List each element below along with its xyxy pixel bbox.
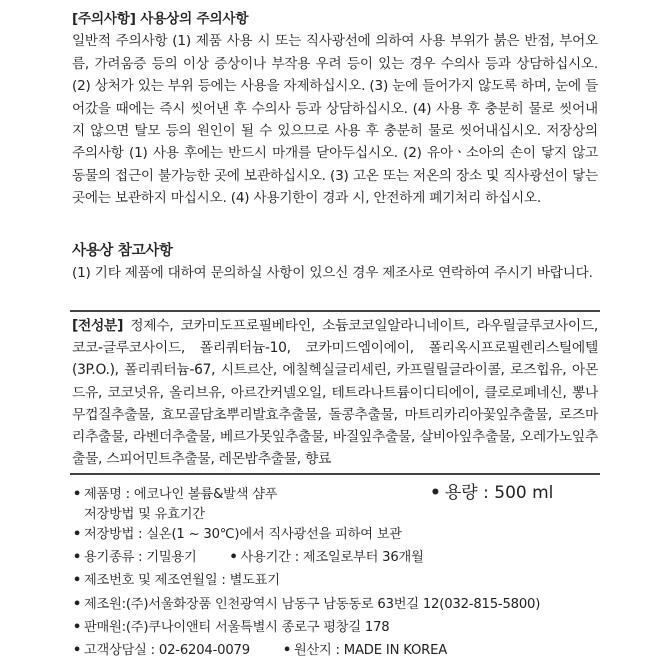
manufacturer: 제조원:(주)서울화장품 인천광역시 남동구 남동동로 63번길 12(032-815-5800) <box>84 597 541 612</box>
manufacturer-row <box>70 595 540 615</box>
product-name-row <box>70 485 277 505</box>
contact-row <box>70 641 447 661</box>
product-label-sheet <box>70 0 600 670</box>
ingredients-text <box>72 315 598 470</box>
storage-method-row <box>70 525 402 545</box>
lot-info: 제조번호 및 제조연월일 : 별도표기 <box>84 573 280 588</box>
bullet-icon: • <box>72 643 82 658</box>
caution-section <box>72 8 598 210</box>
bullet-icon: • <box>72 573 82 588</box>
bullet-icon: • <box>430 483 441 503</box>
container-period-row <box>70 548 424 568</box>
storage-title: 저장방법 및 유효기간 <box>84 507 205 522</box>
bullet-icon: • <box>282 643 292 658</box>
ingredients-list: 정제수, 코카미도프로필베타인, 소듐코코일알라니네이트, 라우릴글루코사이드, 코코-글루코사이드, 폴리쿼터늄-10, 코카미드엠이에이, 폴리옥시프로필렌리스틸에텔(3P.O.), 폴리쿼터늄-67, 시트르산, 에칠헥실글리세린, 카프릴릴글라이콜, 로즈힙유, 아몬드유, 코코넛유, 올리브유, 아르간커넬오일, 테트라나트륨이디티에이, 클로로페네신, 뽕나무껍질추출물, 효모골담초뿌리발효추출물, 돌콩추출물, 마트리카리아꽃잎추출물, 로즈마리추출물, 라벤더추출물, 베르가못잎추출물, 바질잎추출물, 살비아잎추출물, 오레가노잎추출물, 스피어민트추출물, 레몬밤추출물, 향료 <box>72 318 598 468</box>
bullet-icon: • <box>229 550 238 565</box>
bullet-icon: • <box>72 550 82 565</box>
bullet-icon: • <box>72 597 82 612</box>
caution-heading: [주의사항] <box>72 11 136 27</box>
bullet-icon: • <box>72 620 82 635</box>
product-name: 제품명 : 에코나인 볼륨&발색 샴푸 <box>84 487 278 502</box>
storage-method: 저장방법 : 실온(1 ~ 30℃)에서 직사광선을 피하여 보관 <box>84 527 402 542</box>
use-period: 사용기간 : 제조일로부터 36개월 <box>240 550 424 565</box>
storage-title-row <box>70 505 205 525</box>
bullet-icon: • <box>72 487 82 502</box>
ingredients-box <box>70 310 600 475</box>
reference-body: (1) 기타 제품에 대하여 문의하실 사항이 있으신 경우 제조사로 연락하여 주시기 바랍니다. <box>72 265 593 281</box>
reference-heading: 사용상 참고사항 <box>72 243 173 259</box>
seller: 판매원:(주)쿠나이앤티 서울특별시 종로구 평창길 178 <box>84 620 390 635</box>
container-type: 용기종류 : 기밀용기 <box>84 550 197 565</box>
caution-heading-rest: 사용상의 주의사항 <box>135 11 249 27</box>
seller-row <box>70 618 389 638</box>
bullet-icon: • <box>72 527 82 542</box>
origin: 원산지 : MADE IN KOREA <box>293 643 448 658</box>
customer-service: 고객상담실 : 02-6204-0079 <box>84 643 250 658</box>
volume-value: 용량 : 500 ml <box>444 483 554 503</box>
lot-row <box>70 571 280 591</box>
ingredients-heading: [전성분] <box>72 318 124 334</box>
caution-body: 일반적 주의사항 (1) 제품 사용 시 또는 직사광선에 의하여 사용 부위가 붉은 반점, 부어오름, 가려움증 등의 이상 증상이나 부작용 우려 등이 있는 경우 수의사 등과 상담하십시오. (2) 상처가 있는 부위 등에는 사용을 자제하십시오. (3) 눈에 들어가지 않도록 하며, 눈에 들어갔을 때에는 즉시 씻어낸 후 수의사 등과 상담하십시오. (4) 사용 후 충분히 물로 씻어내지 않으면 탈모 등의 원인이 될 수 있으므로 사용 후 충분히 물로 씻어내십시오. 저장상의 주의사항 (1) 사용 후에는 반드시 마개를 닫아두십시오. (2) 유아ㆍ소아의 손이 닿지 않고 동물의 접근이 불가능한 곳에 보관하십시오. (3) 고온 또는 저온의 장소 및 직사광선이 닿는 곳에는 보관하지 마십시오. (4) 사용기한이 경과 시, 안전하게 폐기처리 하십시오. <box>72 33 598 207</box>
volume <box>430 481 553 505</box>
